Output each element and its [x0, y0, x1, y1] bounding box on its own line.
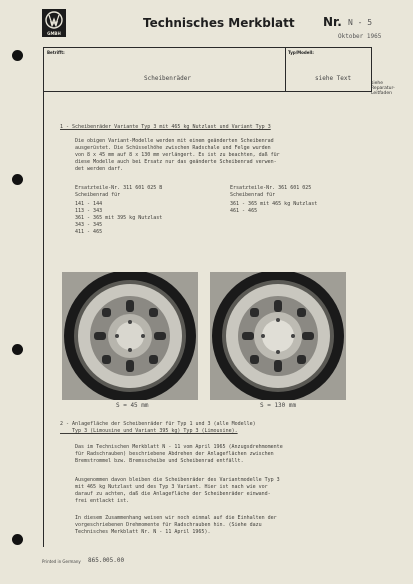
section1-line: Die obigen Variant-Modelle werden mit einem geänderten Scheibenrad	[75, 138, 274, 144]
section1-line: von 8 x 45 mm auf 8 x 130 mm verlängert. Es ist zu beachten, daß für	[75, 152, 280, 158]
betrifft-label: Betrifft:	[47, 50, 65, 55]
printed-note: Printed in Germany	[42, 559, 81, 564]
right-part-item: 461 - 465	[230, 208, 258, 214]
margin-line	[43, 91, 44, 547]
left-part-item: 411 - 465	[75, 229, 103, 235]
page-title: Technisches Merkblatt	[143, 16, 295, 30]
wheel-photo	[210, 272, 346, 400]
typ-label: Typ/Modell:	[288, 50, 314, 55]
side-note-line: Leitfaden	[371, 91, 393, 96]
section1-line: diese Modelle auch bei Ersatz nur das geänderte Scheibenrad verwen-	[75, 159, 277, 165]
typ-value: siehe Text	[315, 75, 352, 82]
section1-line: det werden darf.	[75, 166, 124, 172]
issue-date: Oktober 1965	[338, 33, 382, 40]
side-note	[371, 81, 409, 96]
binder-hole	[12, 344, 23, 355]
binder-hole	[12, 174, 23, 185]
section2-line: darauf zu achten, daß die Anlagefläche der Scheibenräder einwand-	[75, 491, 271, 497]
number-label: Nr.	[323, 15, 342, 29]
right-part-title: Ersatzteile-Nr. 361 601 025	[230, 185, 312, 191]
section2-line: Das im Technischen Merkblatt N - 11 vom April 1965 (Anzugsdrehmomente	[75, 444, 283, 450]
right-part-subtitle: Scheibenrad für	[230, 192, 276, 198]
right-part-item: 361 - 365 mit 465 kg Nutzlast	[230, 201, 318, 207]
left-part-item: 113 - 343	[75, 208, 103, 214]
photo-caption: S = 45 mm	[116, 402, 149, 409]
binder-hole	[12, 50, 23, 61]
section2-line: Bremstrommel bzw. Bremsscheibe und Scheibenrad entfällt.	[75, 458, 244, 464]
left-part-subtitle: Scheibenrad für	[75, 192, 121, 198]
left-part-title: Ersatzteile-Nr. 311 601 025 B	[75, 185, 163, 191]
section2-line: mit 465 kg Nutzlast und des Typ 3 Variant. Hier ist nach wie vor	[75, 484, 268, 490]
section2-line: vorgeschriebenen Drehmomente für Radschrauben hin. (Siehe dazu	[75, 522, 262, 528]
betrifft-value: Scheibenräder	[144, 75, 191, 82]
section2-line: Technisches Merkblatt Nr. N - 11 April 1965).	[75, 529, 211, 535]
section2-line: Ausgenommen davon bleiben die Scheibenräder des Variantmodelle Typ 3	[75, 477, 280, 483]
section2-line: In diesem Zusammenhang weisen wir noch einmal auf die Einhalten der	[75, 515, 277, 521]
section2-heading: 2 - Anlagefläche der Scheibenräder für Typ 1 und 3 (alle Modelle)	[60, 421, 256, 427]
info-box-divider	[285, 48, 286, 91]
photo-caption: S = 130 mm	[260, 402, 297, 409]
left-part-item: 343 - 345	[75, 222, 103, 228]
section2-line: frei entlackt ist.	[75, 498, 130, 504]
section1-heading: 1 - Scheibenräder Variante Typ 3 mit 465 kg Nutzlast und Variant Typ 3	[60, 124, 271, 130]
side-note-line: Reparatur-	[371, 86, 395, 91]
svg-text:GMBH: GMBH	[47, 31, 61, 36]
left-part-item: 361 - 365 mit 395 kg Nutzlast	[75, 215, 163, 221]
wheel-photo	[62, 272, 198, 400]
side-note-line: siehe	[371, 81, 383, 86]
section2-heading: Typ 3 (Limousine und Variant 395 kg) Typ 3 (Limousine).	[60, 428, 238, 434]
binder-hole	[12, 534, 23, 545]
vw-logo	[42, 9, 66, 37]
info-box	[43, 47, 372, 92]
section1-line: ausgerüstet. Die Schüsselhöhe zwischen Radschale und Felge wurden	[75, 145, 271, 151]
section2-line: für Radschrauben) beschriebene Abdrehen der Anlageflächen zwischen	[75, 451, 274, 457]
left-part-item: 141 - 144	[75, 201, 103, 207]
document-code: 865.005.00	[88, 557, 125, 564]
number-value: N - 5	[348, 18, 373, 27]
